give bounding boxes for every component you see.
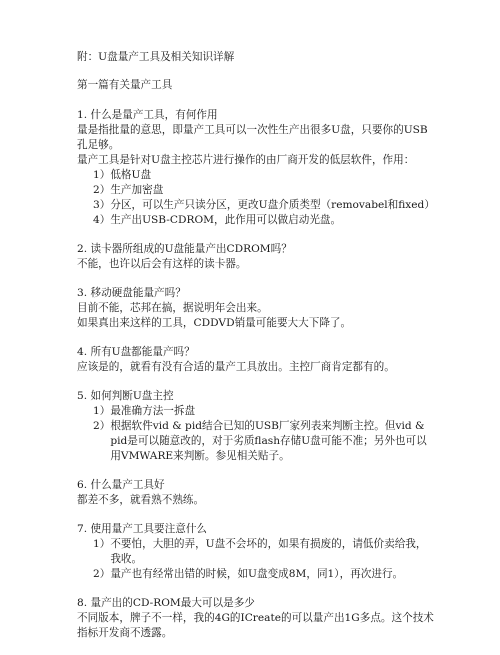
list-item bbox=[77, 537, 437, 567]
paragraph: 量产工具是针对U盘主控芯片进行操作的由厂商开发的低层软件，作用： bbox=[77, 154, 415, 166]
list-text: 不要怕，大胆的弄，U盘不会坏的，如果有损废的，请低价卖给我，我收。 bbox=[110, 538, 427, 565]
paragraph: 目前不能，芯邦在搞，据说明年会出来。 bbox=[77, 302, 268, 314]
section-heading: 2. 读卡器所组成的U盘能量产出CDROM吗？ bbox=[77, 243, 292, 255]
list-text: 生产出USB-CDROM，此作用可以做启动光盘。 bbox=[110, 214, 342, 226]
section-heading: 6. 什么量产工具好 bbox=[77, 479, 165, 491]
paragraph: 应该是的，就看有没有合适的量产工具放出。主控厂商肯定都有的。 bbox=[77, 361, 395, 373]
list-number: 3） bbox=[93, 199, 111, 211]
list-text: 根据软件vid & pid结合已知的USB厂家列表来判断主控。但vid & pid是可以随意改的，对于劣质flash存储U盘可能不准；另外也可以用VMWARE来判断。参见相关贴子。 bbox=[110, 420, 427, 462]
list-number: 4） bbox=[93, 214, 111, 226]
list-item bbox=[77, 183, 437, 198]
chapter-heading: 第一篇有关量产工具 bbox=[77, 79, 173, 91]
list-item bbox=[77, 404, 437, 419]
list-number: 1） bbox=[93, 169, 111, 181]
section-8 bbox=[77, 596, 437, 641]
list-number: 1） bbox=[93, 405, 111, 417]
section-heading: 3. 移动硬盘能量产吗？ bbox=[77, 287, 186, 299]
section-5 bbox=[77, 389, 437, 464]
document-body bbox=[77, 50, 437, 655]
paragraph: 都差不多，就看熟不熟练。 bbox=[77, 494, 205, 506]
list-text: 量产也有经常出错的时候，如U盘变成8M，同1），再次进行。 bbox=[110, 568, 404, 580]
list-number: 2） bbox=[93, 184, 111, 196]
paragraph: 量是指批量的意思，即量产工具可以一次性生产出很多U盘，只要你的USB孔足够。 bbox=[77, 124, 428, 151]
section-heading: 1. 什么是量产工具，有何作用 bbox=[77, 109, 218, 121]
list-item bbox=[77, 213, 437, 228]
section-1 bbox=[77, 108, 437, 228]
document-title: 附：U盘量产工具及相关知识详解 bbox=[77, 51, 235, 63]
section-4 bbox=[77, 345, 437, 375]
paragraph: 如果真出来这样的工具，CDDVD销量可能要大大下降了。 bbox=[77, 317, 352, 329]
list-text: 生产加密盘 bbox=[110, 184, 164, 196]
section-heading: 8. 量产出的CD-ROM最大可以是多少 bbox=[77, 597, 255, 609]
list-item bbox=[77, 419, 437, 464]
section-2 bbox=[77, 242, 437, 272]
section-6 bbox=[77, 478, 437, 508]
list-number: 2） bbox=[93, 420, 111, 432]
section-heading: 7. 使用量产工具要注意什么 bbox=[77, 523, 208, 535]
section-heading: 5. 如何判断U盘主控 bbox=[77, 390, 174, 402]
paragraph: 不同版本，牌子不一样，我的4G的ICreate的可以量产出1G多点。这个技术指标开发商不透露。 bbox=[77, 612, 434, 639]
paragraph: 不能，也许以后会有这样的读卡器。 bbox=[77, 258, 247, 270]
list-item bbox=[77, 198, 437, 213]
section-heading: 4. 所有U盘都能量产吗？ bbox=[77, 346, 195, 358]
list-text: 分区，可以生产只读分区，更改U盘介质类型（removabel和fixed） bbox=[110, 199, 435, 211]
list-text: 低格U盘 bbox=[110, 169, 152, 181]
list-number: 1） bbox=[93, 538, 111, 550]
list-item bbox=[77, 168, 437, 183]
list-item bbox=[77, 567, 437, 582]
list-text: 最准确方法一拆盘 bbox=[110, 405, 196, 417]
list-number: 2） bbox=[93, 568, 111, 580]
section-7 bbox=[77, 522, 437, 582]
section-3 bbox=[77, 286, 437, 331]
